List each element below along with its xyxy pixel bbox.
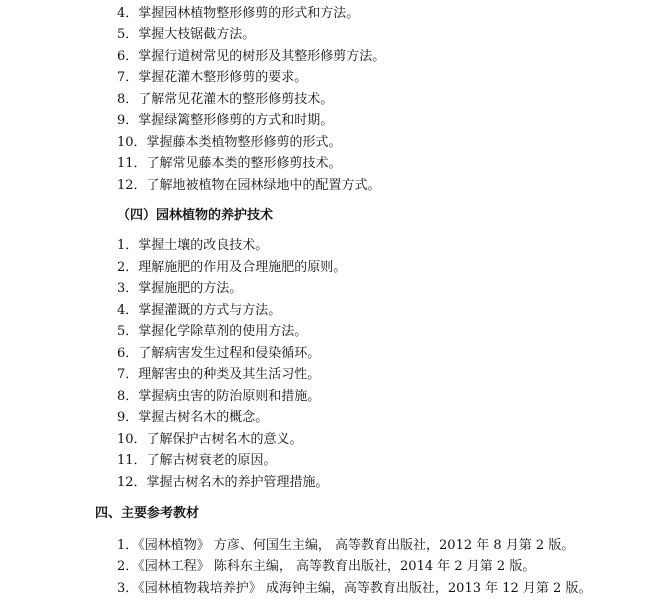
reference-item: 2．《园林工程》 陈科东主编， 高等教育出版社，2014 年 2 月第 2 版。 — [117, 559, 536, 574]
list-item: 4．掌握灌溉的方式与方法。 — [117, 303, 282, 318]
list-item: 9．掌握绿篱整形修剪的方式和时期。 — [117, 113, 334, 128]
list-item: 6．掌握行道树常见的树形及其整形修剪方法。 — [117, 49, 386, 64]
list-item: 12．掌握古树名木的养护管理措施。 — [117, 475, 329, 490]
list-item: 2．理解施肥的作用及合理施肥的原则。 — [117, 260, 347, 275]
list-item: 8．了解常见花灌木的整形修剪技术。 — [117, 92, 334, 107]
list-item: 3．掌握施肥的方法。 — [117, 281, 243, 296]
list-item: 11．了解常见藤本类的整形修剪技术。 — [117, 156, 342, 171]
list-item: 5．掌握化学除草剂的使用方法。 — [117, 324, 308, 339]
list-item: 1．掌握土壤的改良技术。 — [117, 238, 269, 253]
list-item: 7．掌握花灌木整形修剪的要求。 — [117, 70, 308, 85]
list-item: 7．理解害虫的种类及其生活习性。 — [117, 367, 321, 382]
references-heading: 四、主要参考教材 — [95, 506, 200, 521]
reference-item: 1．《园林植物》 方彦、何国生主编， 高等教育出版社，2012 年 8 月第 2 版。 — [117, 538, 575, 553]
list-item: 6．了解病害发生过程和侵染循环。 — [117, 346, 321, 361]
section-heading: （四）园林植物的养护技术 — [117, 208, 274, 223]
list-item: 8．掌握病虫害的防治原则和措施。 — [117, 389, 321, 404]
list-item: 10．了解保护古树名木的意义。 — [117, 432, 303, 447]
list-item: 10．掌握藤本类植物整形修剪的形式。 — [117, 135, 342, 150]
list-item: 4．掌握园林植物整形修剪的形式和方法。 — [117, 6, 360, 21]
list-item: 5．掌握大枝锯截方法。 — [117, 27, 256, 42]
reference-item: 3．《园林植物栽培养护》 成海钟主编，高等教育出版社，2013 年 12 月第 2 版。 — [117, 581, 592, 596]
list-item: 12．了解地被植物在园林绿地中的配置方式。 — [117, 178, 381, 193]
list-item: 11．了解古树衰老的原因。 — [117, 453, 277, 468]
list-item: 9．掌握古树名木的概念。 — [117, 410, 269, 425]
